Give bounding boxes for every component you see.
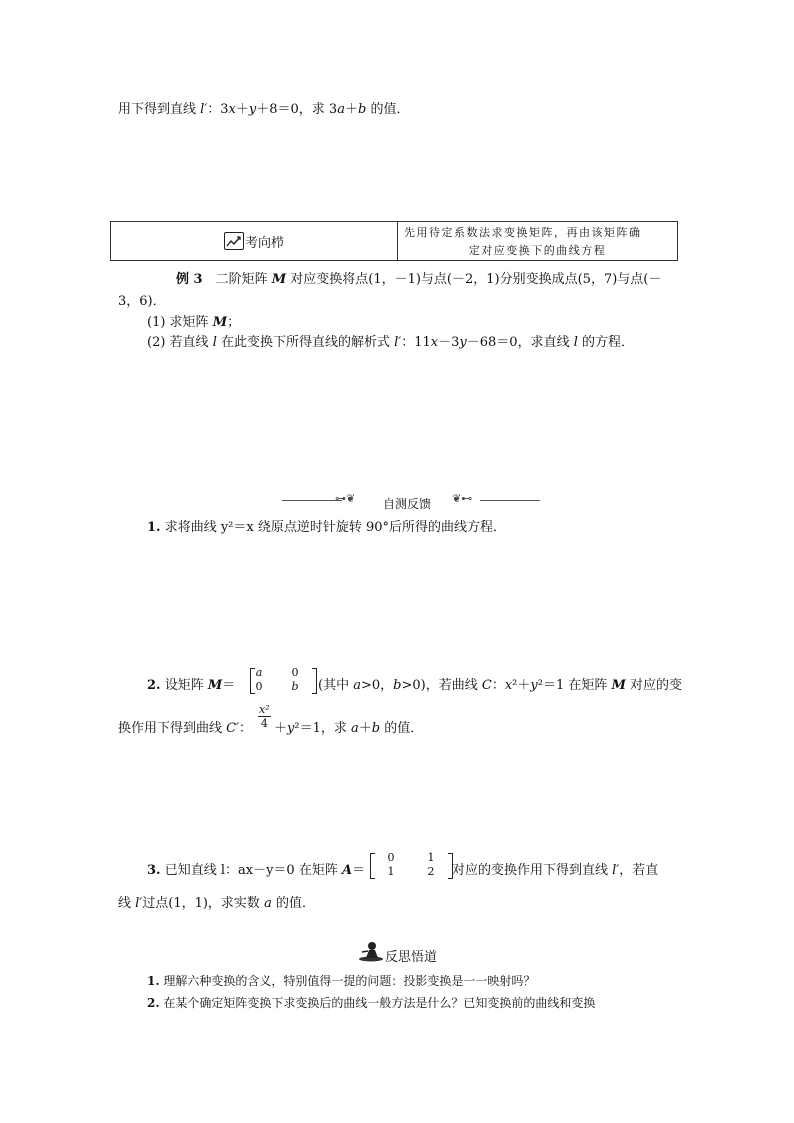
header-rule-right: [480, 500, 540, 501]
exam-point-label-cell: [111, 222, 398, 260]
example3-line2: 3，6)．: [118, 294, 166, 309]
matrix-A: [370, 851, 454, 881]
reflection-question2: 2. 在某个确定矩阵变换下求变换后的曲线一般方法是什么？已知变换前的曲线和变换: [147, 996, 596, 1010]
matrix-M: [250, 666, 320, 696]
self-test-title: 自测反馈: [383, 497, 432, 511]
problem2-line1-start: 2. 设矩阵 M＝: [147, 678, 236, 693]
fraction-denominator: 4: [260, 717, 268, 730]
problem2-line2-start: 换作用下得到曲线 C′：: [118, 721, 253, 736]
exam-point-desc-line2: 定对应变换下的曲线方程: [468, 244, 607, 257]
example3-question1: (1) 求矩阵 M；: [147, 315, 241, 330]
top-line: 用下得到直线 l′：3x＋y＋8＝0，求 3a＋b 的值．: [118, 102, 410, 117]
problem3-line1-end: 对应的变换作用下得到直线 l′，若直: [452, 863, 659, 878]
matrix-cell: 2: [427, 865, 435, 878]
example3-question2: (2) 若直线 l 在此变换下所得直线的解析式 l′：11x－3y－68＝0，求直线 l 的方程．: [147, 335, 635, 350]
problem1: 1. 求将曲线 y²＝x 绕原点逆时针旋转 90°后所得的曲线方程．: [147, 520, 507, 535]
matrix-cell: 1: [427, 851, 435, 864]
fraction-numerator: x²: [259, 703, 270, 716]
ornament-left-icon: ⊶❦: [335, 492, 356, 505]
matrix-cell: a: [255, 666, 263, 679]
reflection-figure-icon: [358, 940, 384, 962]
problem2-line2-end: ＋y²＝1，求 a＋b 的值．: [274, 721, 424, 736]
problem3-line2: 线 l′过点(1，1)，求实数 a 的值．: [118, 896, 315, 911]
matrix-cell: b: [291, 680, 299, 693]
problem2-line1-end: (其中 a>0，b>0)，若曲线 C：x²＋y²＝1 在矩阵 M 对应的变: [318, 678, 683, 693]
example3-line1: 例 3 二阶矩阵 M 对应变换将点(1，－1)与点(－2，1)分别变换成点(5，7)与点(－: [176, 272, 662, 287]
exam-point-desc-line1: 先用待定系数法求变换矩阵，再由该矩阵确: [404, 226, 642, 239]
header-rule-left: [282, 500, 342, 501]
matrix-cell: 0: [255, 680, 263, 693]
matrix-cell: 1: [387, 865, 395, 878]
matrix-cell: 0: [291, 666, 299, 679]
fraction-x2-over-4: [258, 703, 271, 730]
matrix-cell: 0: [387, 851, 395, 864]
exam-point-label: 考向栉: [244, 235, 284, 251]
matrix-bracket-right: [312, 668, 317, 694]
reflection-question1: 1. 理解六种变换的含义，特别值得一提的问题：投影变换是一一映射吗？: [147, 974, 536, 988]
exam-point-table: [110, 221, 678, 261]
trend-chart-icon: [224, 232, 244, 250]
problem3-line1-start: 3. 已知直线 l：ax－y＝0 在矩阵 A＝: [147, 863, 366, 878]
exam-point-description: [398, 222, 677, 260]
reflection-title: 反思悟道: [385, 950, 438, 965]
ornament-right-icon: ❦⊷: [452, 492, 473, 505]
matrix-bracket-left: [370, 853, 375, 879]
